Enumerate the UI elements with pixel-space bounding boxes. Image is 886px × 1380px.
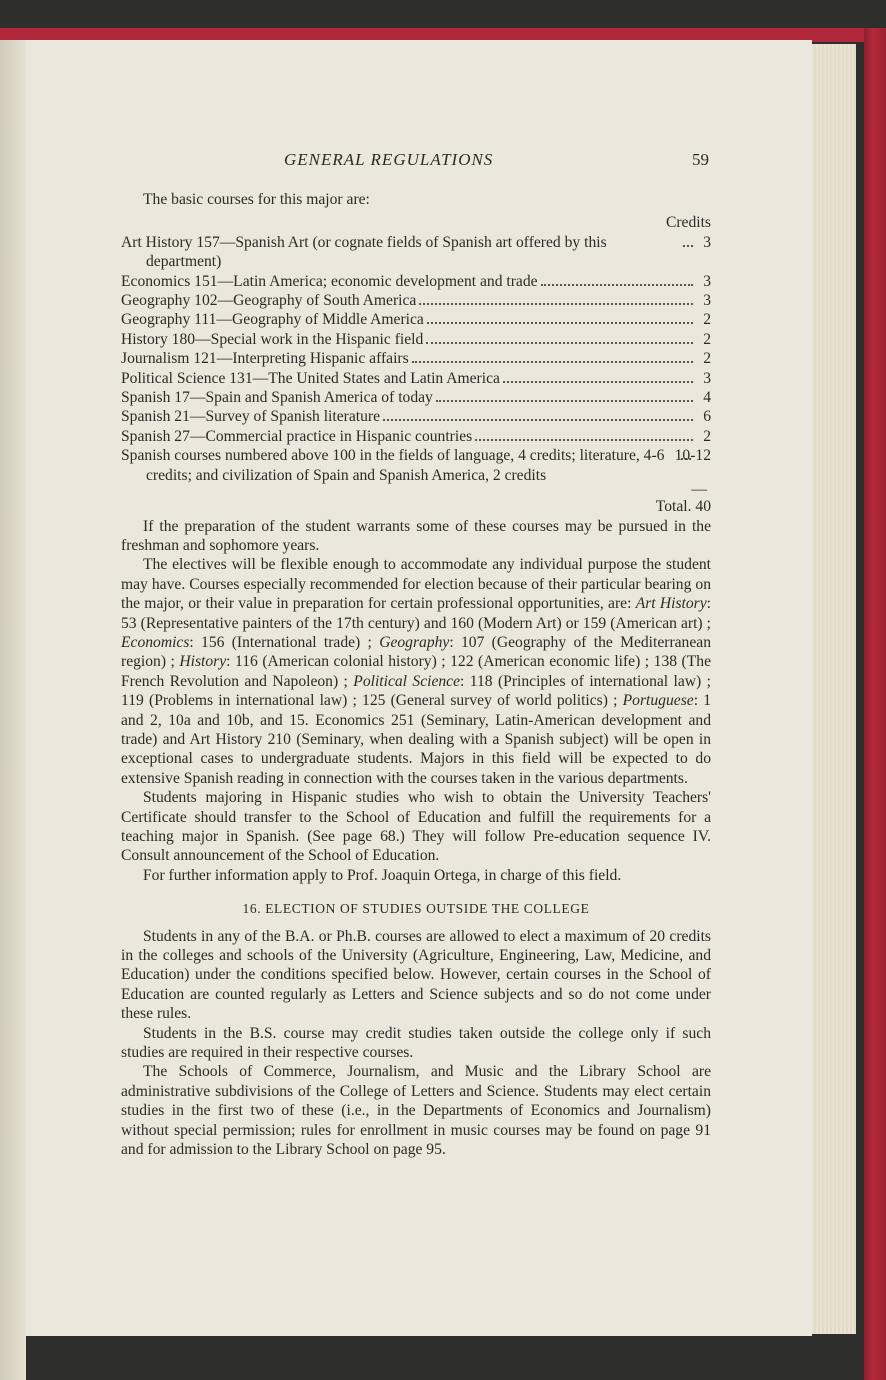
facing-page-edge: [0, 40, 26, 1380]
course-title: Geography 111—Geography of Middle America: [121, 311, 424, 329]
course-title: Spanish 17—Spain and Spanish America of today: [121, 389, 433, 407]
paragraph-preparation: If the preparation of the student warrants some of these courses may be pursued in the freshman and sophomore years.: [121, 517, 711, 554]
total-value: 40: [695, 498, 711, 516]
label-history: History: [179, 653, 227, 671]
label-art-history: Art History: [635, 595, 707, 613]
section-paragraph: The Schools of Commerce, Journalism, and Music and the Library School are administrative subdivisions of the College of Letters and Science. Students may elect certain studies in the first two of these (i.e., in the Departments of Economics and Journalism) without special permission; rules for enrollment in music courses may be found on page 91 and for admission to the Library School on page 95.: [121, 1063, 711, 1159]
course-title: Spanish courses numbered above 100 in the fields of language, 4 credits; literature, 4-6 credits; and civilization of Spain and Spanish America, 2 credits: [121, 447, 665, 484]
paragraph-teachers: Students majoring in Hispanic studies who wish to obtain the University Teachers' Certificate should transfer to the School of Education and fulfill the requirements for a teaching major in Spanish. (See page 68.) They will follow Pre-education sequence IV. Consult announcement of the School of Education.: [121, 789, 711, 865]
course-credits: 4: [703, 389, 711, 407]
course-item: [121, 446, 711, 485]
course-item: [121, 330, 711, 349]
course-item: [121, 310, 711, 329]
electives-text-6: : 118 (Principles of international law) ; 119 (Problems in international law) ; 125 (General survey of world politics) ;: [121, 672, 711, 710]
course-item: [121, 272, 711, 291]
total-sep: .: [687, 498, 696, 516]
label-economics: Economics: [121, 633, 190, 651]
course-credits: 2: [703, 311, 711, 329]
course-item: [121, 427, 711, 446]
course-title: Spanish 21—Survey of Spanish literature: [121, 408, 380, 426]
dot-leader: [541, 284, 693, 286]
course-credits: 2: [703, 330, 711, 348]
electives-text-2: : 53 (Representative painters of the 17th century) and 160 (Modern Art) or 159 (American art) ;: [121, 595, 712, 632]
course-title: Spanish 27—Commercial practice in Hispanic countries: [121, 427, 473, 445]
course-item: [121, 369, 711, 388]
course-item: [121, 291, 711, 310]
dot-leader: [419, 303, 693, 305]
book-cover-right-edge: [864, 28, 886, 1380]
dot-leader: [383, 419, 693, 421]
course-title: History 180—Special work in the Hispanic field: [121, 330, 424, 348]
page-content: [121, 190, 711, 1160]
course-credits: 3: [703, 292, 711, 310]
dot-leader: [412, 361, 693, 363]
course-credits: 6: [703, 408, 711, 426]
page-number: 59: [692, 150, 709, 169]
course-title: Art History 157—Spanish Art (or cognate fields of Spanish art offered by this department): [121, 233, 607, 271]
course-item: [121, 388, 711, 407]
label-portuguese: Portuguese: [622, 692, 694, 710]
page-header: [26, 150, 812, 172]
electives-text-1: The electives will be flexible enough to accommodate any individual purpose the student may have. Courses especially recommended for election because of their particular bearing on the major, or their value in preparation for certain professional opportunities, are:: [121, 556, 711, 613]
section-paragraph: Students in any of the B.A. or Ph.B. courses are allowed to elect a maximum of 20 credits in the colleges and schools of the University (Agriculture, Engineering, Law, Medicine, and Education) under the conditions specified below. However, certain courses in the School of Education are counted regularly as Letters and Science subjects and so do not come under these rules.: [121, 927, 711, 1023]
total-rule: —: [691, 481, 707, 499]
total-row: [121, 497, 711, 516]
total-label: Total: [655, 498, 688, 516]
course-title: Economics 151—Latin America; economic development and trade: [121, 272, 538, 290]
dot-leader: [683, 245, 693, 247]
dot-leader: [503, 381, 693, 383]
section-heading: 16. ELECTION OF STUDIES OUTSIDE THE COLLEGE: [242, 901, 590, 917]
section-paragraph: Students in the B.S. course may credit studies taken outside the college only if such studies are required in their respective courses.: [121, 1024, 711, 1062]
electives-text-3: : 156 (International trade) ;: [189, 633, 380, 651]
course-credits: 3: [703, 272, 711, 290]
electives-text-7: : 1 and 2, 10a and 10b, and 15. Economics 251 (Seminary, Latin-American development and trade) and Art History 210 (Seminary, when dealing with a Spanish subject) will be open in exceptional cases to undergraduate students. Majors in this field will be expected to do extensive Spanish reading in connection with the courses taken in the various departments.: [121, 692, 712, 787]
dot-leader: [427, 322, 693, 324]
course-title: Geography 102—Geography of South America: [121, 292, 417, 310]
page-stack-edges: [808, 44, 856, 1334]
course-credits: 3: [703, 233, 711, 251]
course-list: [121, 233, 711, 485]
credits-heading: Credits: [665, 214, 711, 232]
course-item: [121, 407, 711, 426]
running-title: GENERAL REGULATIONS: [284, 150, 494, 169]
book-page: [26, 40, 812, 1336]
courses-intro: The basic courses for this major are:: [143, 191, 370, 208]
course-credits: 10-12: [674, 447, 711, 465]
course-credits: 3: [703, 369, 711, 387]
course-title: Political Science 131—The United States and Latin America: [121, 369, 500, 387]
electives-text-5: : 116 (American colonial history) ; 122 (American economic life) ; 138 (The French Revolution and Napoleon) ;: [121, 653, 711, 690]
course-title: Journalism 121—Interpreting Hispanic affairs: [121, 350, 409, 368]
electives-text-4: : 107 (Geography of the Mediterranean region) ;: [121, 633, 711, 671]
paragraph-further-info: For further information apply to Prof. Joaquin Ortega, in charge of this field.: [143, 866, 622, 884]
dot-leader: [475, 439, 693, 441]
course-credits: 2: [703, 350, 711, 368]
course-item: [121, 349, 711, 368]
paragraph-electives: [121, 555, 711, 788]
course-credits: 2: [703, 427, 711, 445]
label-geography: Geography: [379, 633, 450, 651]
course-item: [121, 233, 711, 272]
dot-leader: [436, 400, 693, 402]
dot-leader: [426, 342, 693, 344]
label-political-science: Political Science: [353, 672, 461, 690]
